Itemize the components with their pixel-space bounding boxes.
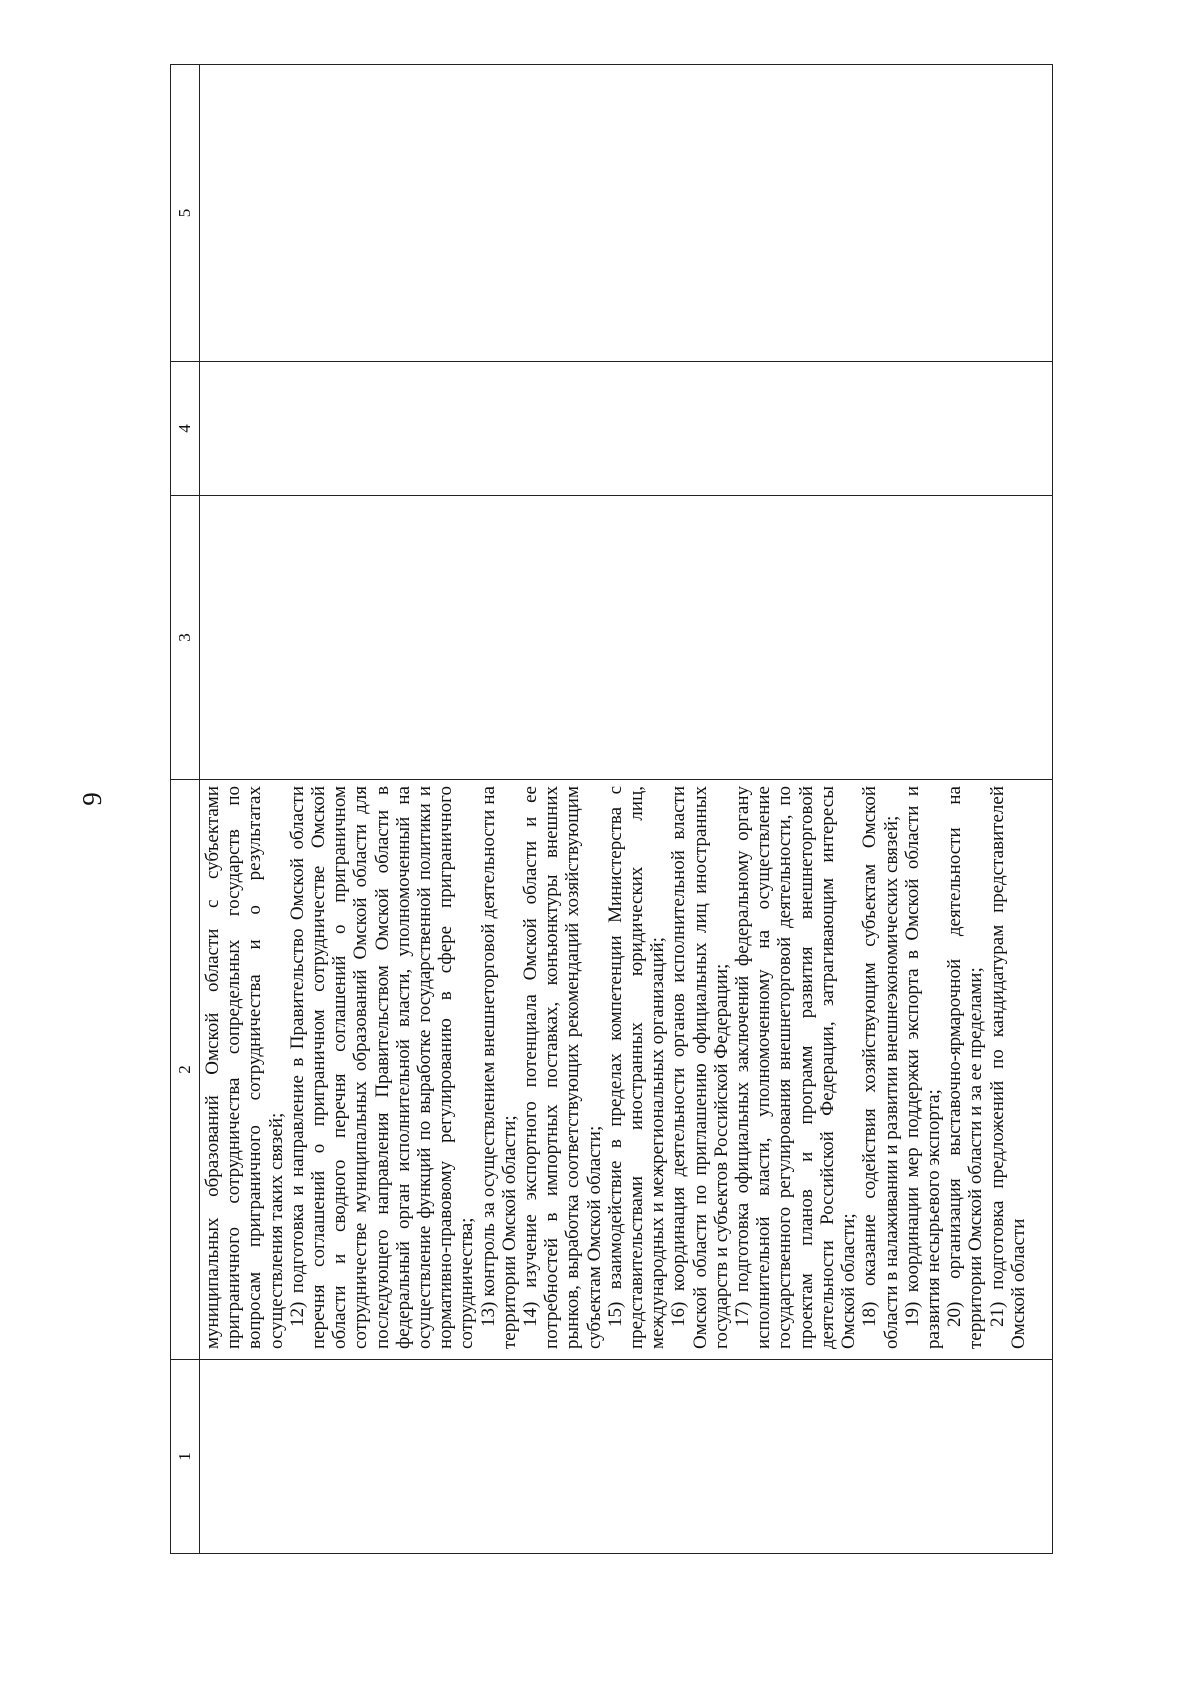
cell-col-2 bbox=[200, 780, 1053, 1360]
document-table bbox=[170, 64, 1053, 1554]
header-col-4: 4 bbox=[171, 362, 200, 496]
header-col-1: 1 bbox=[171, 1360, 200, 1554]
function-paragraph: 21) подготовка предложений по кандидатурам представителей Омской области bbox=[986, 786, 1029, 1349]
function-paragraph: 19) координации мер поддержки экспорта в Омской области и развития несырьевого экспорта; bbox=[901, 786, 944, 1349]
function-paragraph: муниципальных образований Омской области с субъектами приграничного сотрудничества сопредельных государств по вопросам приграничного сотрудничества и о результатах осуществления таких связей; bbox=[202, 786, 287, 1349]
function-paragraph: 15) взаимодействие в пределах компетенции Министерства с представительствами иностранных юридических лиц, международных и межрегиональных организаций; bbox=[604, 786, 669, 1349]
cell-col-4 bbox=[200, 362, 1053, 496]
table-header-row bbox=[171, 65, 200, 1554]
function-paragraph: 16) координация деятельности органов исполнительной власти Омской области по приглашению официальных лиц иностранных государств и субъектов Российской Федерации; bbox=[668, 786, 732, 1349]
function-paragraph: 17) подготовка официальных заключений федеральному органу исполнительной власти, уполномоченному на осуществление государственного регулирования внешнеторговой деятельности, по проектам планов и программ развития внешнеторговой деятельности Российской Федерации, затрагивающим интересы Омской области; bbox=[732, 786, 860, 1349]
function-paragraph: 20) организация выставочно-ярмарочной деятельности на территории Омской области и за ее пределами; bbox=[944, 786, 987, 1349]
header-col-2: 2 bbox=[171, 780, 200, 1360]
cell-col-1 bbox=[200, 1360, 1053, 1554]
header-col-5: 5 bbox=[171, 65, 200, 362]
function-paragraph: 12) подготовка и направление в Правительство Омской области перечня соглашений о приграничном сотрудничестве Омской области и сводного перечня соглашений о приграничном сотрудничестве муниципальных образований Омской области для последующего направления Правительством Омской области в федеральный орган исполнительной власти, уполномоченный на осуществление функций по выработке государственной политики и нормативно-правовому регулированию в сфере приграничного сотрудничества; bbox=[286, 786, 478, 1349]
header-col-3: 3 bbox=[171, 496, 200, 780]
table-row bbox=[200, 65, 1053, 1554]
function-paragraph: 13) контроль за осуществлением внешнеторговой деятельности на территории Омской области; bbox=[477, 786, 520, 1349]
function-paragraph: 14) изучение экспортного потенциала Омской области и ее потребностей в импортных поставках, конъюнктуры внешних рынков, выработка соответствующих рекомендаций хозяйствующим субъектам Омской области; bbox=[520, 786, 605, 1349]
cell-col-5 bbox=[200, 65, 1053, 362]
functions-text bbox=[200, 780, 1029, 1359]
function-paragraph: 18) оказание содействия хозяйствующим субъектам Омской области в налаживании и развитии внешнеэкономических связей; bbox=[859, 786, 902, 1349]
page-number: 9 bbox=[77, 792, 107, 806]
cell-col-3 bbox=[200, 496, 1053, 780]
rotated-table-frame bbox=[170, 70, 1053, 1554]
